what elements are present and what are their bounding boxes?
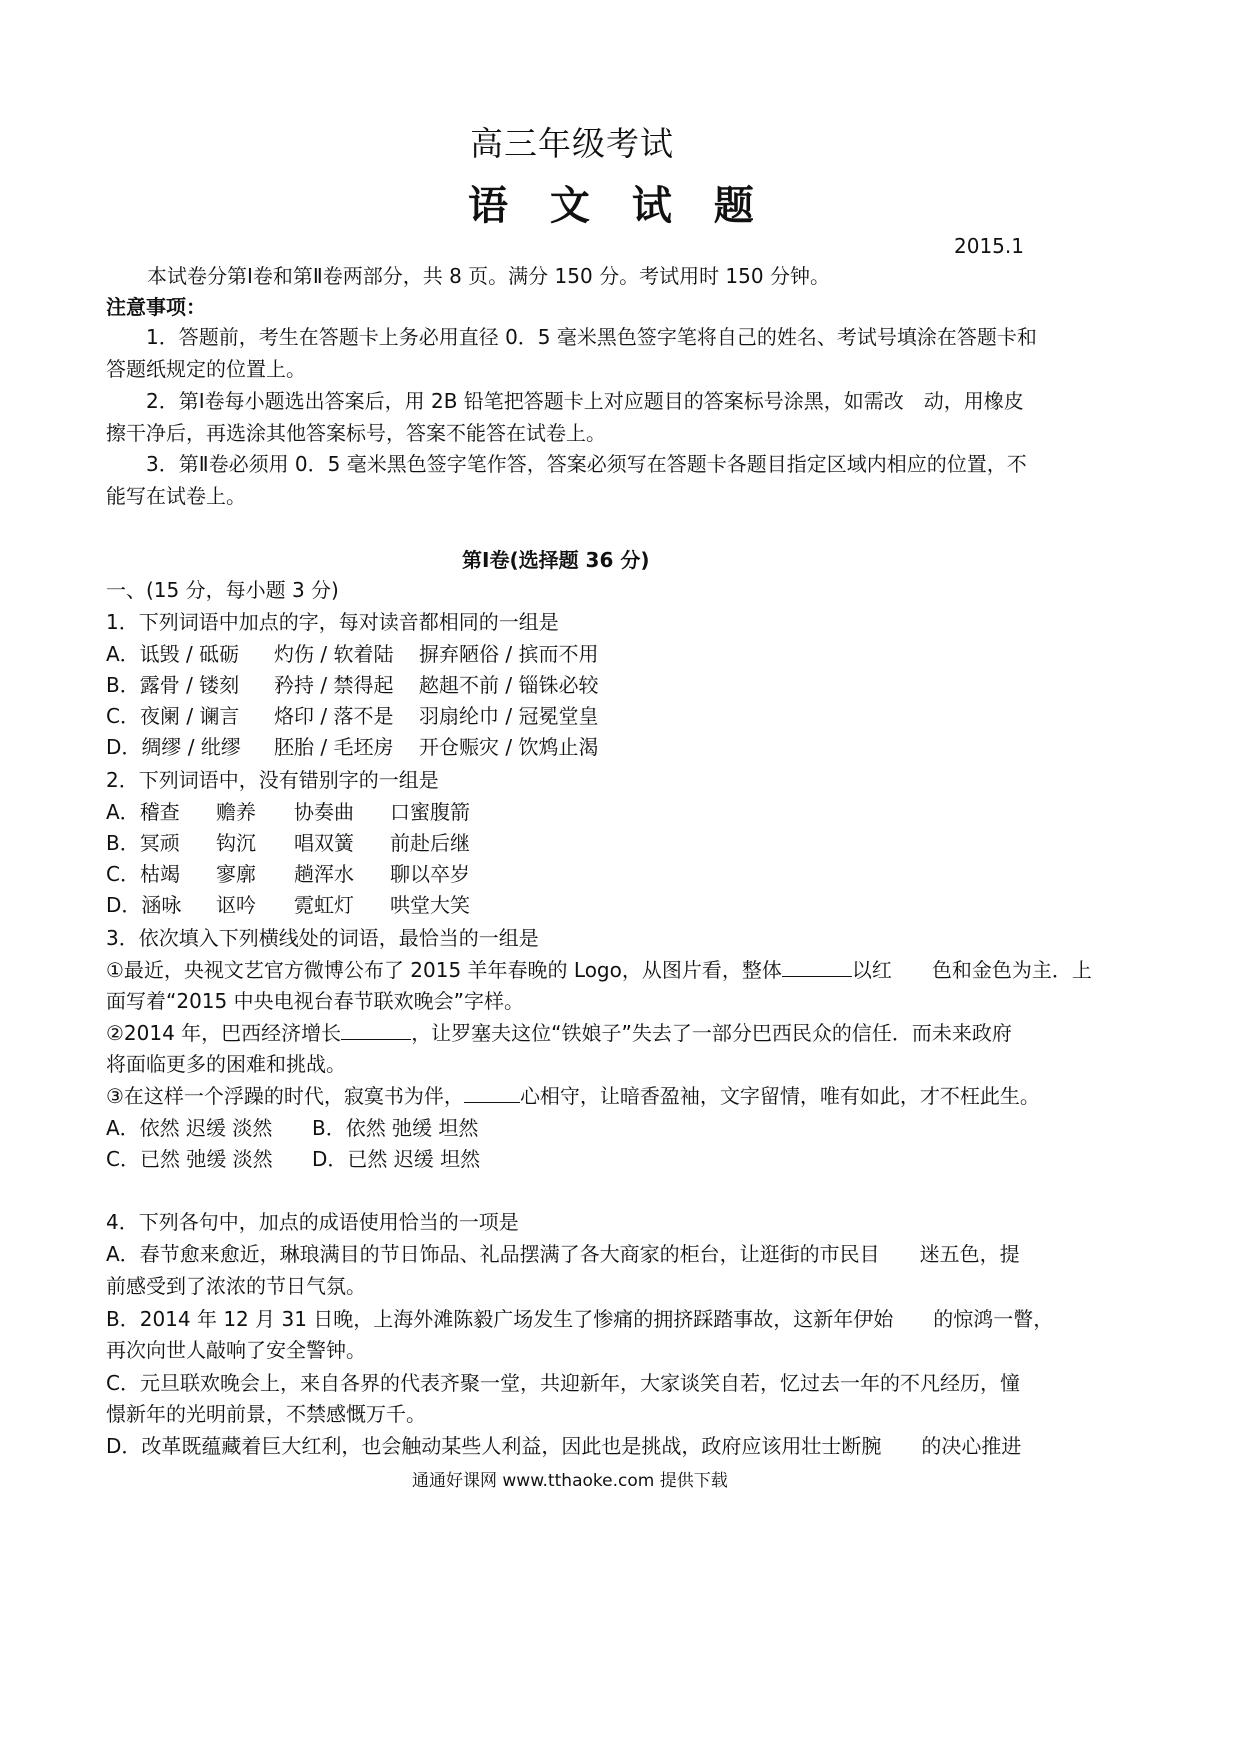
q4-option-c-line1: C．元旦联欢晚会上，来自各界的代表齐聚一堂，共迎新年，大家谈笑自若，忆过去一年的不凡经历，憧 bbox=[106, 1371, 1020, 1395]
q3-s1-part1: ①最近，央视文艺官方微博公布了 2015 羊年春晚的 Logo，从图片看，整体 bbox=[106, 958, 782, 982]
notice-heading: 注意事项： bbox=[106, 295, 206, 319]
q3-s2-part2: ，让罗塞夫这位“铁娘子”失去了一部分巴西民众的信任．而未来政府 bbox=[411, 1021, 1012, 1045]
q1-stem: 1．下列词语中加点的字，每对读音都相同的一组是 bbox=[106, 610, 559, 634]
notice-item-3-line1: 3．第Ⅱ卷必须用 0．5 毫米黑色签字笔作答，答案必须写在答题卡各题目指定区域内相应的位置，不 bbox=[146, 452, 1027, 476]
q2-c-3: 趟浑水 bbox=[294, 862, 354, 886]
notice-item-2-line1: 2．第Ⅰ卷每小题选出答案后，用 2B 铅笔把答题卡上对应题目的答案标号涂黑，如需改 动，用橡皮 bbox=[146, 389, 1024, 413]
q3-blank-2 bbox=[341, 1021, 411, 1040]
q1-a-1: A．诋毁 / 砥砺 bbox=[106, 642, 240, 666]
notice-item-1-line1: 1．答题前，考生在答题卡上务必用直径 0．5 毫米黑色签字笔将自己的姓名、考试号填涂在答题卡和 bbox=[146, 325, 1037, 349]
q2-d-2: 讴吟 bbox=[216, 893, 256, 917]
q3-s1-line2: 面写着“2015 中央电视台春节联欢晚会”字样。 bbox=[106, 989, 524, 1013]
q1-a-3: 摒弃陋俗 / 摈而不用 bbox=[419, 642, 599, 666]
q3-sentence-3 bbox=[106, 1082, 1040, 1110]
q2-c-2: 寥廓 bbox=[216, 862, 256, 886]
q2-a-1: A．稽查 bbox=[106, 800, 180, 824]
q2-d-3: 霓虹灯 bbox=[294, 893, 354, 917]
q3-options-row-2 bbox=[106, 1145, 480, 1176]
q3-s2-line2: 将面临更多的困难和挑战。 bbox=[106, 1052, 346, 1076]
q3-s3-part1: ③在这样一个浮躁的时代，寂寞书为伴， bbox=[106, 1084, 464, 1108]
q4-option-c-line2: 憬新年的光明前景，不禁感慨万千。 bbox=[106, 1402, 426, 1426]
q3-options-row-1 bbox=[106, 1114, 480, 1145]
exam-subtitle: 语 文 试 题 bbox=[468, 183, 768, 229]
q3-option-a: A．依然 迟缓 淡然 bbox=[106, 1116, 273, 1140]
q1-option-c bbox=[106, 702, 598, 733]
q1-a-2: 灼伤 / 软着陆 bbox=[274, 642, 394, 666]
q4-option-a-line1: A．春节愈来愈近，琳琅满目的节日饰品、礼品摆满了各大商家的柜台，让逛街的市民目 迷五色，提 bbox=[106, 1242, 1020, 1266]
q3-stem: 3．依次填入下列横线处的词语，最恰当的一组是 bbox=[106, 926, 539, 950]
q3-option-d: D．已然 迟缓 坦然 bbox=[312, 1147, 481, 1171]
exam-date: 2015.1 bbox=[954, 234, 1024, 258]
q2-b-2: 钩沉 bbox=[216, 831, 256, 855]
q1-d-2: 胚胎 / 毛坯房 bbox=[274, 735, 394, 759]
q1-option-b bbox=[106, 671, 598, 702]
q2-b-4: 前赴后继 bbox=[390, 831, 470, 855]
q3-s3-part2: 心相守，让暗香盈袖，文字留情，唯有如此，才不枉此生。 bbox=[519, 1084, 1040, 1108]
q3-blank-1 bbox=[782, 958, 852, 977]
notice-item-1-line2: 答题纸规定的位置上。 bbox=[106, 357, 306, 381]
q4-stem: 4．下列各句中，加点的成语使用恰当的一项是 bbox=[106, 1210, 519, 1234]
section-part: 一、(15 分，每小题 3 分) bbox=[106, 578, 339, 602]
q2-c-4: 聊以卒岁 bbox=[390, 862, 470, 886]
q3-s2-part1: ②2014 年，巴西经济增长 bbox=[106, 1021, 342, 1045]
q1-d-3: 开仓赈灾 / 饮鸩止渴 bbox=[419, 735, 599, 759]
q3-option-b: B．依然 弛缓 坦然 bbox=[312, 1116, 479, 1140]
page-footer: 通通好课网 www.tthaoke.com 提供下载 bbox=[412, 1471, 728, 1491]
section-title: 第Ⅰ卷(选择题 36 分) bbox=[462, 548, 650, 572]
q1-b-2: 矜持 / 禁得起 bbox=[274, 673, 394, 697]
q2-option-d bbox=[106, 891, 470, 922]
q4-option-a-line2: 前感受到了浓浓的节日气氛。 bbox=[106, 1274, 366, 1298]
q1-c-2: 烙印 / 落不是 bbox=[274, 704, 394, 728]
q1-c-1: C．夜阑 / 谰言 bbox=[106, 704, 240, 728]
q1-option-d bbox=[106, 733, 598, 764]
q4-option-b-line2: 再次向世人敲响了安全警钟。 bbox=[106, 1338, 366, 1362]
q1-options bbox=[106, 640, 598, 764]
notice-item-3 bbox=[106, 450, 1027, 510]
q2-option-b bbox=[106, 829, 470, 860]
q3-s1-part2: 以红 色和金色为主．上 bbox=[851, 958, 1092, 982]
q2-a-3: 协奏曲 bbox=[294, 800, 354, 824]
q1-b-3: 趑趄不前 / 锱铢必较 bbox=[419, 673, 599, 697]
q3-sentence-1 bbox=[106, 956, 1092, 984]
q2-b-1: B．冥顽 bbox=[106, 831, 180, 855]
exam-title: 高三年级考试 bbox=[470, 124, 674, 163]
q1-b-1: B．露骨 / 镂刻 bbox=[106, 673, 240, 697]
q1-c-3: 羽扇纶巾 / 冠冕堂皇 bbox=[419, 704, 599, 728]
q2-c-1: C．枯竭 bbox=[106, 862, 180, 886]
q1-d-1: D．绸缪 / 纰缪 bbox=[106, 735, 241, 759]
q2-b-3: 唱双簧 bbox=[294, 831, 354, 855]
q3-blank-3 bbox=[464, 1084, 520, 1103]
q4-option-b-line1: B．2014 年 12 月 31 日晚，上海外滩陈毅广场发生了惨痛的拥挤踩踏事故，这新年伊始 的惊鸿一瞥， bbox=[106, 1307, 1054, 1331]
q2-stem: 2．下列词语中，没有错别字的一组是 bbox=[106, 768, 439, 792]
q3-sentence-2 bbox=[106, 1019, 1012, 1047]
q2-options bbox=[106, 798, 470, 922]
notice-item-1 bbox=[106, 323, 1037, 383]
q4-option-d-line1: D．改革既蕴藏着巨大红利，也会触动某些人利益，因此也是挑战，政府应该用壮士断腕 的决心推进 bbox=[106, 1434, 1022, 1458]
q1-option-a bbox=[106, 640, 598, 671]
q2-d-4: 哄堂大笑 bbox=[390, 893, 470, 917]
q2-a-4: 口蜜腹箭 bbox=[390, 800, 470, 824]
q2-option-a bbox=[106, 798, 470, 829]
intro-text: 本试卷分第Ⅰ卷和第Ⅱ卷两部分，共 8 页。满分 150 分。考试用时 150 分钟。 bbox=[147, 264, 830, 288]
q2-a-2: 赡养 bbox=[216, 800, 256, 824]
notice-item-2-line2: 擦干净后，再选涂其他答案标号，答案不能答在试卷上。 bbox=[106, 421, 606, 445]
q2-option-c bbox=[106, 860, 470, 891]
q3-options bbox=[106, 1114, 480, 1176]
notice-item-3-line2: 能写在试卷上。 bbox=[106, 484, 246, 508]
notice-item-2 bbox=[106, 387, 1024, 447]
q3-option-c: C．已然 弛缓 淡然 bbox=[106, 1147, 273, 1171]
q2-d-1: D．涵咏 bbox=[106, 893, 182, 917]
